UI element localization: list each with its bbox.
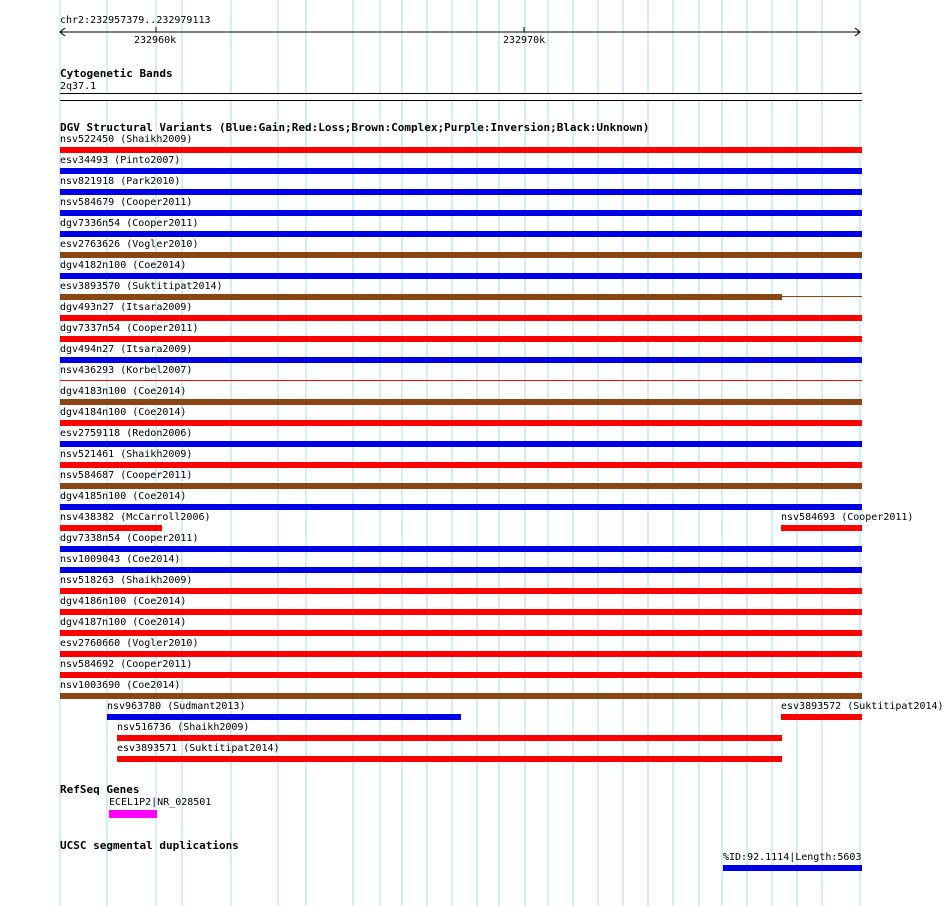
segdup-feature-bar[interactable] <box>723 865 862 871</box>
variant-label-esv3893572: esv3893572 (Suktitipat2014) <box>781 701 944 712</box>
variant-bar-nsv584679[interactable] <box>60 210 862 216</box>
variant-bar-esv3893572[interactable] <box>781 714 862 720</box>
variant-label-nsv584693: nsv584693 (Cooper2011) <box>781 512 914 523</box>
variant-label-dgv7337n54: dgv7337n54 (Cooper2011) <box>60 323 199 334</box>
position-ruler <box>58 24 864 40</box>
variant-bar-esv3893571[interactable] <box>117 756 782 762</box>
variant-bar-dgv4183n100[interactable] <box>60 399 862 405</box>
variant-bar-dgv7338n54[interactable] <box>60 546 862 552</box>
variant-bar-dgv4184n100[interactable] <box>60 420 862 426</box>
variant-label-nsv821918: nsv821918 (Park2010) <box>60 176 181 187</box>
variant-bar-nsv584687[interactable] <box>60 483 862 489</box>
variant-bar-dgv4187n100[interactable] <box>60 630 862 636</box>
tick-label-232970k: 232970k <box>503 35 546 46</box>
variant-label-nsv518263: nsv518263 (Shaikh2009) <box>60 575 193 586</box>
variant-label-dgv4186n100: dgv4186n100 (Coe2014) <box>60 596 187 607</box>
variant-label-dgv4182n100: dgv4182n100 (Coe2014) <box>60 260 187 271</box>
variant-bar-nsv521461[interactable] <box>60 462 862 468</box>
variant-bar-nsv1003690[interactable] <box>60 693 862 699</box>
variant-label-esv2760660: esv2760660 (Vogler2010) <box>60 638 199 649</box>
variant-bar-esv2759118[interactable] <box>60 441 862 447</box>
cytoband-label: 2q37.1 <box>60 81 97 92</box>
variant-bar-nsv436293[interactable] <box>60 380 862 381</box>
cytoband-track-title[interactable]: Cytogenetic Bands <box>60 67 173 80</box>
variant-label-dgv4184n100: dgv4184n100 (Coe2014) <box>60 407 187 418</box>
variant-bar-dgv7337n54[interactable] <box>60 336 862 342</box>
variant-label-nsv438382: nsv438382 (McCarroll2006) <box>60 512 211 523</box>
variant-bar-esv3893570[interactable] <box>60 294 782 300</box>
variant-label-esv34493: esv34493 (Pinto2007) <box>60 155 181 166</box>
variant-bar-nsv963780[interactable] <box>107 714 461 720</box>
dgv-track-title[interactable]: DGV Structural Variants (Blue:Gain;Red:Loss;Brown:Complex;Purple:Inversion;Black:Unknown) <box>60 121 650 134</box>
variant-bar-nsv438382[interactable] <box>60 525 162 531</box>
variant-label-dgv7338n54: dgv7338n54 (Cooper2011) <box>60 533 199 544</box>
variant-label-nsv436293: nsv436293 (Korbel2007) <box>60 365 193 376</box>
variant-bar-nsv522450[interactable] <box>60 147 862 153</box>
variant-bar-esv2760660[interactable] <box>60 651 862 657</box>
variant-label-dgv4187n100: dgv4187n100 (Coe2014) <box>60 617 187 628</box>
variant-bar-nsv821918[interactable] <box>60 189 862 195</box>
variant-bar-dgv4182n100[interactable] <box>60 273 862 279</box>
variant-bar-nsv516736[interactable] <box>117 735 782 741</box>
variant-label-dgv4183n100: dgv4183n100 (Coe2014) <box>60 386 187 397</box>
variant-bar-dgv7336n54[interactable] <box>60 231 862 237</box>
variant-bar-nsv584692[interactable] <box>60 672 862 678</box>
variant-label-esv3893570: esv3893570 (Suktitipat2014) <box>60 281 223 292</box>
variant-bar-esv2763626[interactable] <box>60 252 862 258</box>
variant-bar-esv34493[interactable] <box>60 168 862 174</box>
variant-bar-dgv4186n100[interactable] <box>60 609 862 615</box>
refseq-gene-label: ECEL1P2|NR_028501 <box>109 797 212 808</box>
segdup-track-title[interactable]: UCSC segmental duplications <box>60 839 239 852</box>
variant-label-nsv584687: nsv584687 (Cooper2011) <box>60 470 193 481</box>
variant-bar-nsv584693[interactable] <box>781 525 862 531</box>
variant-bar-nsv518263[interactable] <box>60 588 862 594</box>
variant-bar-dgv494n27[interactable] <box>60 357 862 363</box>
variant-label-nsv522450: nsv522450 (Shaikh2009) <box>60 134 193 145</box>
variant-label-dgv493n27: dgv493n27 (Itsara2009) <box>60 302 193 313</box>
variant-label-nsv1009043: nsv1009043 (Coe2014) <box>60 554 181 565</box>
segdup-feature-label: %ID:92.1114|Length:5603 <box>723 852 862 863</box>
variant-label-nsv1003690: nsv1003690 (Coe2014) <box>60 680 181 691</box>
variant-label-nsv963780: nsv963780 (Sudmant2013) <box>107 701 246 712</box>
refseq-track-title[interactable]: RefSeq Genes <box>60 783 140 796</box>
variant-bar-dgv493n27[interactable] <box>60 315 862 321</box>
variant-label-dgv7336n54: dgv7336n54 (Cooper2011) <box>60 218 199 229</box>
refseq-gene-bar[interactable] <box>109 810 157 818</box>
variant-bar-tail-esv3893570 <box>782 296 862 297</box>
variant-label-esv2759118: esv2759118 (Redon2006) <box>60 428 193 439</box>
coordinates-label: chr2:232957379..232979113 <box>60 15 211 26</box>
variant-label-nsv584679: nsv584679 (Cooper2011) <box>60 197 193 208</box>
tick-label-232960k: 232960k <box>134 35 177 46</box>
variant-label-nsv521461: nsv521461 (Shaikh2009) <box>60 449 193 460</box>
variant-label-dgv494n27: dgv494n27 (Itsara2009) <box>60 344 193 355</box>
variant-label-esv2763626: esv2763626 (Vogler2010) <box>60 239 199 250</box>
variant-bar-dgv4185n100[interactable] <box>60 504 862 510</box>
variant-bar-nsv1009043[interactable] <box>60 567 862 573</box>
cytoband-bar[interactable] <box>60 93 862 101</box>
variant-label-dgv4185n100: dgv4185n100 (Coe2014) <box>60 491 187 502</box>
variant-label-nsv584692: nsv584692 (Cooper2011) <box>60 659 193 670</box>
variant-label-esv3893571: esv3893571 (Suktitipat2014) <box>117 743 280 754</box>
variant-label-nsv516736: nsv516736 (Shaikh2009) <box>117 722 250 733</box>
